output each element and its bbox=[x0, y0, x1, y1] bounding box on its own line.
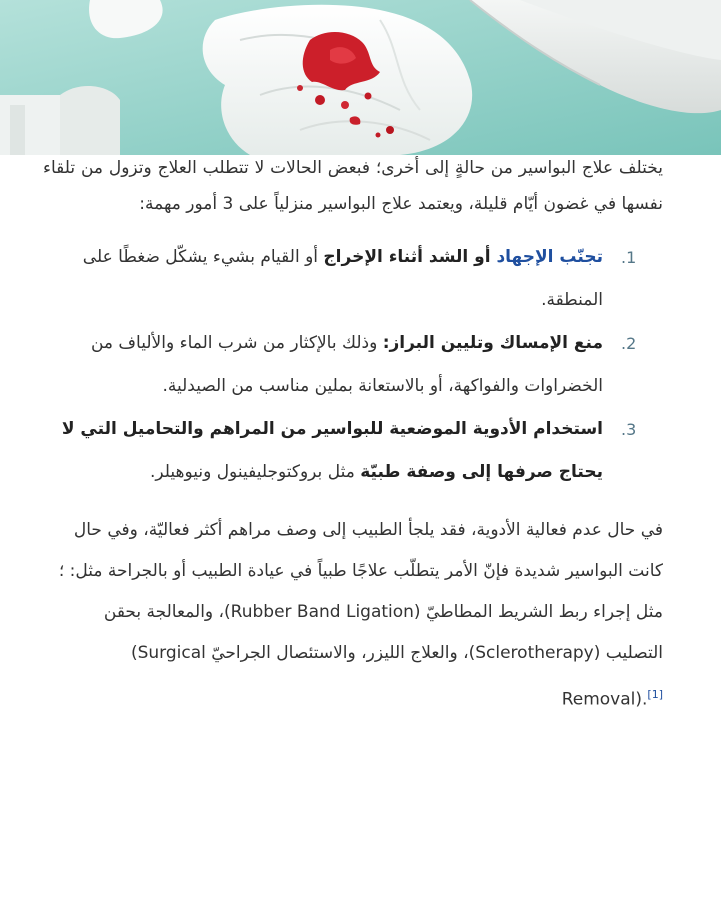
hero-image bbox=[0, 0, 721, 155]
list-item-text bbox=[47, 408, 603, 494]
english-term: (Surgical Removal) bbox=[130, 643, 642, 710]
intro-paragraph: يختلف علاج البواسير من حالةٍ إلى أخرى؛ فبعض الحالات لا تتطلب العلاج وتزول من تلقاء نفسها في غضون أيّام قليلة، ويعتمد علاج البواسير منزلياً على 3 أمور مهمة: bbox=[43, 158, 663, 214]
list-item-text bbox=[47, 236, 603, 322]
reference-link[interactable]: [1] bbox=[647, 688, 663, 701]
list-item-bold: أو الشد أثناء الإخراج bbox=[323, 247, 497, 267]
tissue-photo-illustration bbox=[0, 0, 721, 155]
list-item bbox=[43, 322, 637, 408]
list-item bbox=[43, 236, 637, 322]
english-term: (Rubber Band Ligation) bbox=[224, 602, 421, 622]
list-item-bold: استخدام الأدوية الموضعية للبواسير من المراهم والتحاميل التي لا يحتاج صرفها إلى وصفة طبيّة bbox=[61, 419, 603, 482]
list-item bbox=[43, 408, 637, 494]
avoid-straining-link[interactable]: تجنّب الإجهاد bbox=[496, 247, 603, 267]
closing-text: ، والعلاج الليزر، والاستئصال الجراحيّ bbox=[211, 643, 469, 663]
closing-text: . bbox=[642, 689, 648, 710]
list-item-rest: وذلك بالإكثار من شرب الماء والألياف من الخضراوات والفواكهة، أو بالاستعانة بملين مناسب من الصيدلية. bbox=[90, 333, 603, 396]
list-item-text bbox=[47, 322, 603, 408]
list-number: .2 bbox=[621, 334, 637, 353]
list-number: .3 bbox=[621, 420, 637, 439]
list-item-rest: مثل بروكتوجليفينول ونيوهيلر. bbox=[149, 462, 361, 482]
list-number: .1 bbox=[621, 248, 637, 267]
english-term: (Sclerotherapy) bbox=[468, 643, 601, 663]
list-item-bold: منع الإمساك وتليين البراز: bbox=[382, 333, 603, 353]
home-treatment-list bbox=[43, 236, 663, 494]
list-item-rest: أو القيام بشيء يشكّل ضغطًا على المنطقة. bbox=[82, 247, 603, 310]
closing-text: في حال عدم فعالية الأدوية، فقد يلجأ الطبيب إلى وصف مراهم أكثر فعاليّة، وفي حال كانت البواسير شديدة فإنّ الأمر يتطلّب علاجًا طبياً في عيادة الطبيب أو بالجراحة مثل: ؛ مثل إجراء ربط الشريط المطاطيّ bbox=[58, 520, 663, 622]
article-body bbox=[43, 150, 663, 721]
closing-text: ، والمعالجة بحقن التصليب bbox=[103, 602, 663, 663]
closing-paragraph bbox=[43, 510, 663, 721]
